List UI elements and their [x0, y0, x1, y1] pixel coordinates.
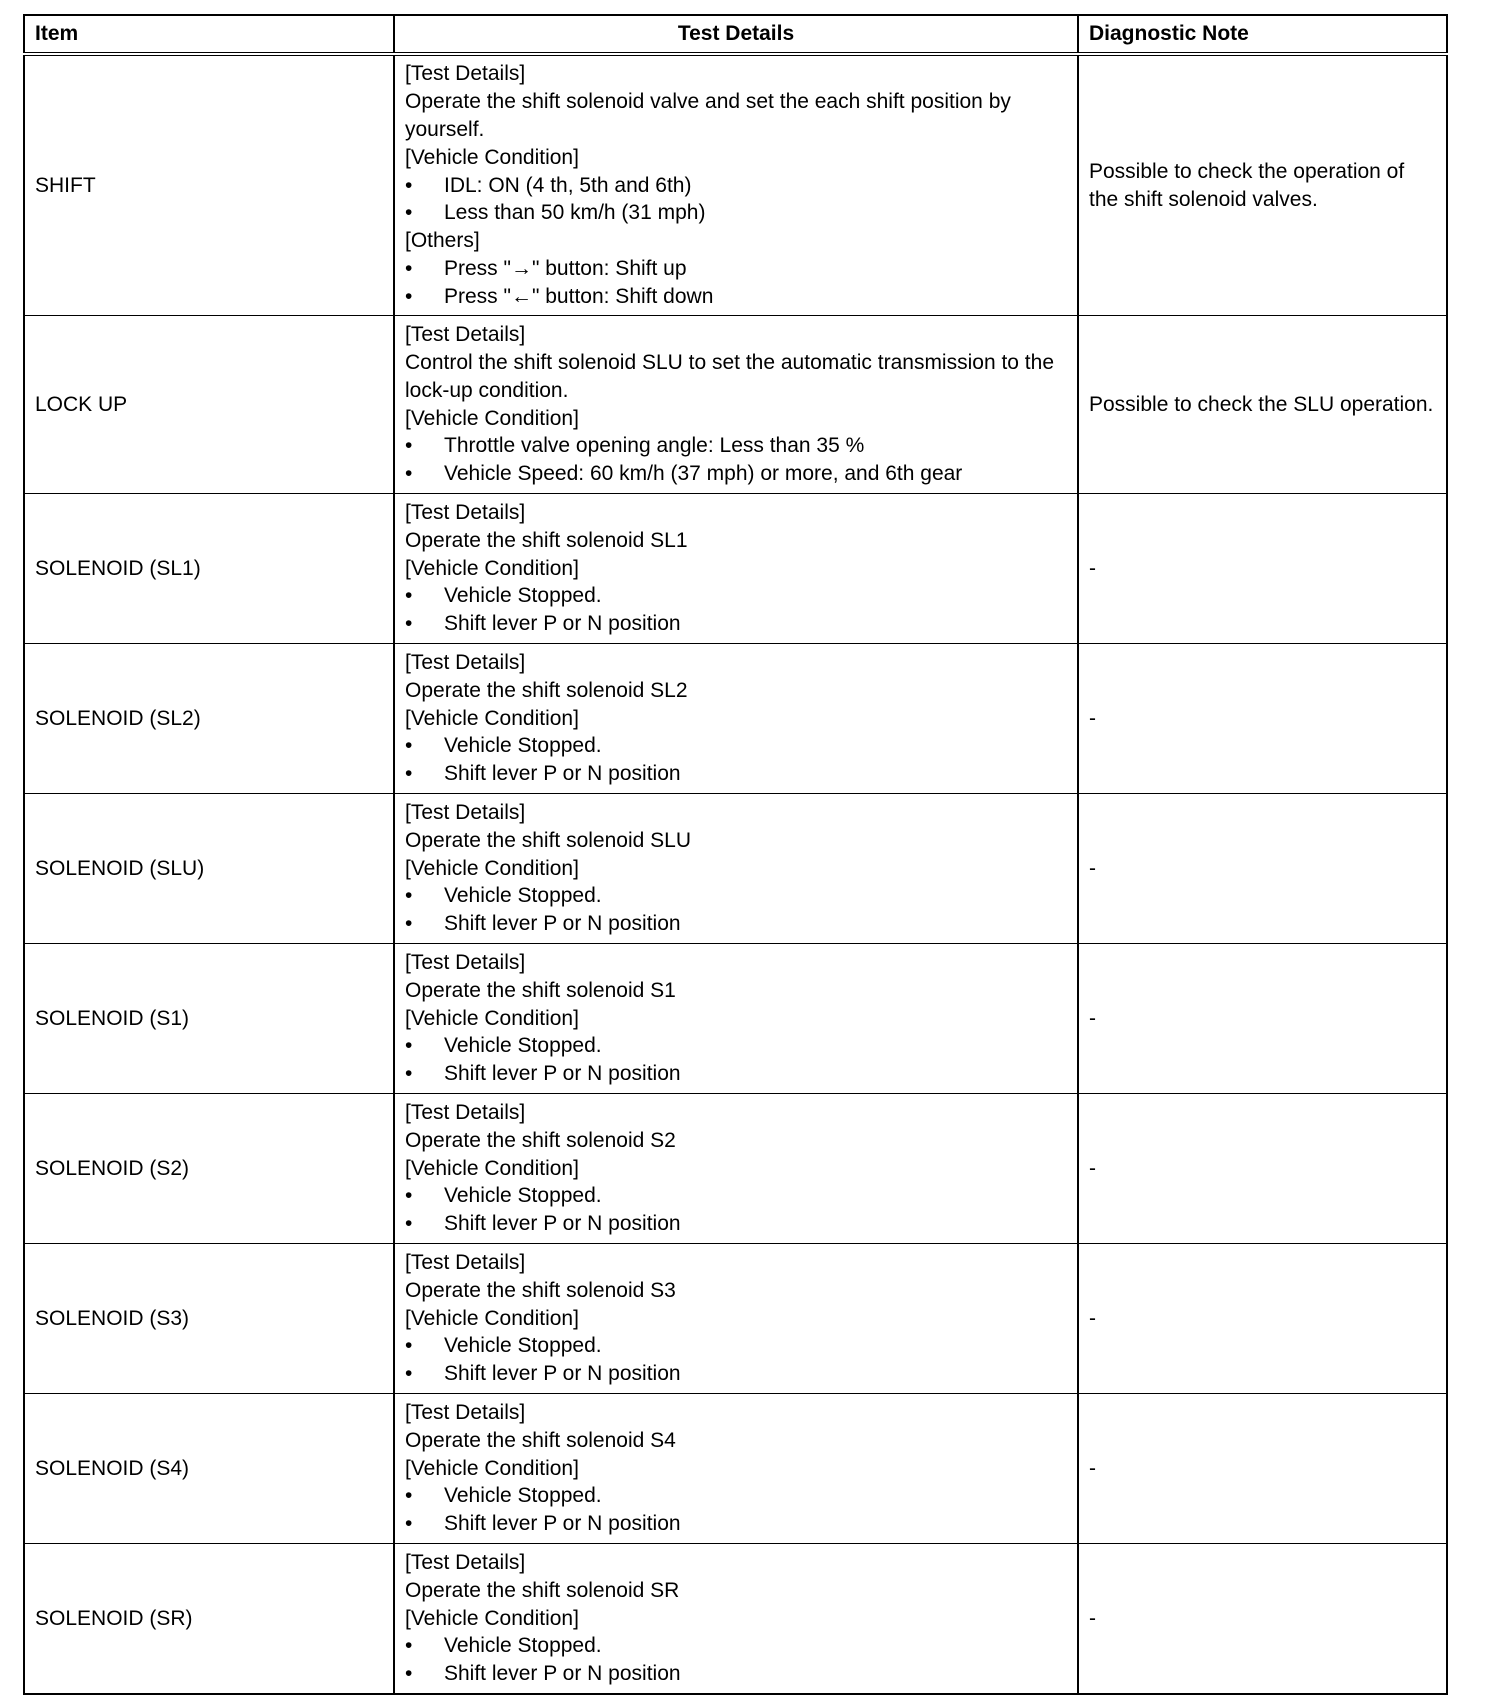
item-cell: SOLENOID (S4) [24, 1394, 394, 1544]
test-details-heading: [Test Details] [405, 323, 526, 347]
others-bullet: • Press "→" button: Shift up [405, 255, 1067, 283]
item-cell: SOLENOID (SLU) [24, 794, 394, 944]
test-details-heading: [Test Details] [405, 951, 526, 974]
test-details-cell [394, 1244, 1078, 1394]
vehicle-condition-heading: [Vehicle Condition] [405, 1156, 579, 1180]
test-details-cell [394, 54, 1078, 316]
vehicle-condition-heading: [Vehicle Condition] [405, 706, 579, 730]
condition-bullet: • Vehicle Stopped. [405, 1632, 1067, 1660]
condition-bullet: • Vehicle Stopped. [405, 732, 1067, 760]
others-bullet: • Press "←" button: Shift down [405, 283, 1067, 311]
test-details-heading: [Test Details] [405, 1401, 526, 1424]
vehicle-condition-heading: [Vehicle Condition] [405, 856, 579, 880]
condition-bullet: • Vehicle Stopped. [405, 882, 1067, 910]
header-diagnostic-note: Diagnostic Note [1078, 15, 1447, 54]
item-cell: SOLENOID (SR) [24, 1544, 394, 1695]
diagnostic-note-cell: Possible to check the SLU operation. [1078, 316, 1447, 494]
table-row [24, 1244, 1447, 1394]
test-details-heading: [Test Details] [405, 1251, 526, 1274]
diagnostic-note-cell: - [1078, 794, 1447, 944]
bullet-dot: • [405, 584, 413, 608]
bullet-dot: • [405, 1362, 413, 1386]
vehicle-condition-heading: [Vehicle Condition] [405, 1606, 579, 1630]
condition-bullet: • Throttle valve opening angle: Less than 35 % [405, 432, 1067, 460]
test-details-heading: [Test Details] [405, 1551, 526, 1574]
condition-bullet: • Vehicle Stopped. [405, 1182, 1067, 1210]
bullet-dot: • [405, 173, 413, 197]
bullet-dot: • [405, 1184, 413, 1208]
table-row [24, 644, 1447, 794]
diagnostic-note-cell: - [1078, 1544, 1447, 1695]
condition-bullet: • Shift lever P or N position [405, 610, 1067, 638]
bullet-dot: • [405, 1334, 413, 1358]
bullet-dot: • [405, 1662, 413, 1686]
vehicle-condition-heading: [Vehicle Condition] [405, 1006, 579, 1030]
test-details-text: Operate the shift solenoid valve and set the each shift position by yourself. [405, 90, 1011, 141]
table-row [24, 54, 1447, 316]
table-row [24, 494, 1447, 644]
test-details-cell [394, 494, 1078, 644]
item-cell: SOLENOID (S2) [24, 1094, 394, 1244]
diagnostic-note-cell: - [1078, 1244, 1447, 1394]
condition-bullet: • Less than 50 km/h (31 mph) [405, 199, 1067, 227]
header-row [24, 15, 1447, 54]
vehicle-condition-heading: [Vehicle Condition] [405, 1456, 579, 1480]
item-cell: SOLENOID (S3) [24, 1244, 394, 1394]
bullet-dot: • [405, 1634, 413, 1658]
bullet-dot: • [405, 284, 413, 308]
bullet-dot: • [405, 1484, 413, 1508]
test-details-text: Operate the shift solenoid S4 [405, 1428, 676, 1452]
bullet-dot: • [405, 734, 413, 758]
condition-bullet: • Vehicle Speed: 60 km/h (37 mph) or more, and 6th gear [405, 460, 1067, 488]
condition-bullet: • Vehicle Stopped. [405, 1332, 1067, 1360]
table-row [24, 794, 1447, 944]
test-details-text: Operate the shift solenoid S1 [405, 978, 676, 1002]
test-details-text: Operate the shift solenoid SLU [405, 828, 692, 852]
condition-bullet: • Vehicle Stopped. [405, 1032, 1067, 1060]
item-cell: LOCK UP [24, 316, 394, 494]
diagnostic-note-cell: - [1078, 944, 1447, 1094]
test-details-heading: [Test Details] [405, 651, 526, 674]
diagnostic-note-cell: - [1078, 1094, 1447, 1244]
condition-bullet: • Shift lever P or N position [405, 1660, 1067, 1688]
bullet-dot: • [405, 434, 413, 458]
bullet-dot: • [405, 256, 413, 280]
test-details-heading: [Test Details] [405, 1101, 526, 1124]
item-cell: SHIFT [24, 54, 394, 316]
header-test-details: Test Details [394, 15, 1078, 54]
diagnostic-note-cell: - [1078, 1394, 1447, 1544]
test-details-cell [394, 794, 1078, 944]
test-details-heading: [Test Details] [405, 501, 526, 524]
test-details-heading: [Test Details] [405, 801, 526, 824]
vehicle-condition-heading: [Vehicle Condition] [405, 556, 579, 580]
test-details-cell [394, 1094, 1078, 1244]
bullet-dot: • [405, 884, 413, 908]
item-cell: SOLENOID (SL2) [24, 644, 394, 794]
bullet-dot: • [405, 762, 413, 786]
condition-bullet: • Shift lever P or N position [405, 1510, 1067, 1538]
others-heading: [Others] [405, 229, 480, 253]
condition-bullet: • Shift lever P or N position [405, 1360, 1067, 1388]
test-details-text: Operate the shift solenoid S2 [405, 1128, 676, 1152]
item-cell: SOLENOID (SL1) [24, 494, 394, 644]
test-details-cell [394, 1544, 1078, 1695]
test-details-cell [394, 944, 1078, 1094]
condition-bullet: • Shift lever P or N position [405, 1060, 1067, 1088]
vehicle-condition-heading: [Vehicle Condition] [405, 145, 579, 169]
table-row [24, 1544, 1447, 1695]
bullet-dot: • [405, 912, 413, 936]
table-row [24, 1394, 1447, 1544]
bullet-dot: • [405, 1062, 413, 1086]
test-details-cell [394, 1394, 1078, 1544]
vehicle-condition-heading: [Vehicle Condition] [405, 1306, 579, 1330]
condition-bullet: • Vehicle Stopped. [405, 582, 1067, 610]
condition-bullet: • Shift lever P or N position [405, 1210, 1067, 1238]
test-details-cell [394, 316, 1078, 494]
test-details-text: Operate the shift solenoid SL1 [405, 528, 688, 552]
test-details-heading: [Test Details] [405, 62, 526, 86]
condition-bullet: • Shift lever P or N position [405, 910, 1067, 938]
bullet-dot: • [405, 462, 413, 486]
test-details-text: Operate the shift solenoid SR [405, 1578, 680, 1602]
bullet-dot: • [405, 1512, 413, 1536]
bullet-dot: • [405, 201, 413, 225]
bullet-dot: • [405, 1212, 413, 1236]
diagnostic-note-cell: Possible to check the operation of the shift solenoid valves. [1078, 54, 1447, 316]
table-row [24, 316, 1447, 494]
test-details-text: Operate the shift solenoid S3 [405, 1278, 676, 1302]
diagnostic-note-cell: - [1078, 494, 1447, 644]
condition-bullet: • Shift lever P or N position [405, 760, 1067, 788]
condition-bullet: • IDL: ON (4 th, 5th and 6th) [405, 172, 1067, 200]
bullet-dot: • [405, 612, 413, 636]
item-cell: SOLENOID (S1) [24, 944, 394, 1094]
table-row [24, 1094, 1447, 1244]
active-test-table [23, 14, 1448, 1695]
test-details-cell [394, 644, 1078, 794]
test-details-text: Operate the shift solenoid SL2 [405, 678, 688, 702]
table-row [24, 944, 1447, 1094]
condition-bullet: • Vehicle Stopped. [405, 1482, 1067, 1510]
vehicle-condition-heading: [Vehicle Condition] [405, 406, 579, 430]
bullet-dot: • [405, 1034, 413, 1058]
header-item: Item [24, 15, 394, 54]
diagnostic-note-cell: - [1078, 644, 1447, 794]
test-details-text: Control the shift solenoid SLU to set the automatic transmission to the lock-up condition. [405, 350, 1055, 402]
